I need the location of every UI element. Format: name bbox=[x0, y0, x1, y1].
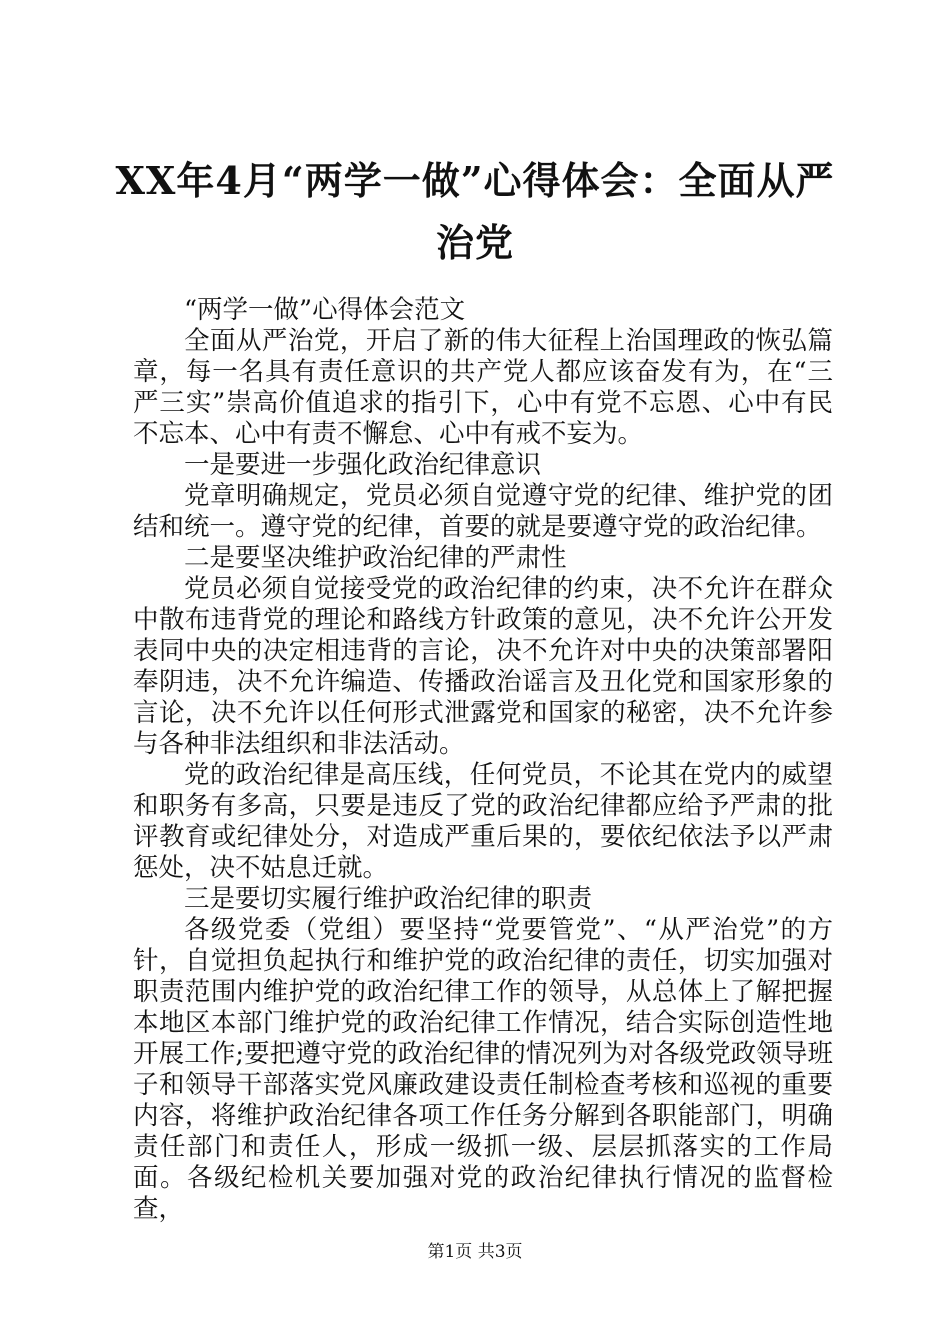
paragraph-section-2b: 党的政治纪律是高压线，任何党员，不论其在党内的威望和职务有多高，只要是违反了党的政治纪律都应给予严肃的批评教育或纪律处分，对造成严重后果的，要依纪依法予以严肃惩处，决不姑息迁就。 bbox=[133, 760, 833, 883]
document-title: XX年4月“两学一做”心得体会：全面从严治党 bbox=[115, 158, 835, 265]
section-heading-2: 二是要坚决维护政治纪律的严肃性 bbox=[184, 543, 567, 573]
document-body bbox=[133, 295, 833, 1225]
page-footer: 第1页 共3页 bbox=[427, 1242, 523, 1262]
paragraph-section-1: 党章明确规定，党员必须自觉遵守党的纪律、维护党的团结和统一。遵守党的纪律，首要的就是要遵守党的政治纪律。 bbox=[133, 481, 833, 542]
section-heading-3: 三是要切实履行维护政治纪律的职责 bbox=[184, 884, 593, 914]
paragraph-opening: 全面从严治党，开启了新的伟大征程上治国理政的恢弘篇章，每一名具有责任意识的共产党人都应该奋发有为，在“三严三实”崇高价值追求的指引下，心中有党不忘恩、心中有民不忘本、心中有责不懈怠、心中有戒不妄为。 bbox=[133, 326, 833, 449]
section-heading-1: 一是要进一步强化政治纪律意识 bbox=[184, 450, 542, 480]
paragraph-section-2a: 党员必须自觉接受党的政治纪律的约束，决不允许在群众中散布违背党的理论和路线方针政策的意见，决不允许公开发表同中央的决定相违背的言论，决不允许对中央的决策部署阳奉阴违，决不允许编造、传播政治谣言及丑化党和国家形象的言论，决不允许以任何形式泄露党和国家的秘密，决不允许参与各种非法组织和非法活动。 bbox=[133, 574, 833, 759]
paragraph-intro-label: “两学一做”心得体会范文 bbox=[184, 295, 466, 325]
paragraph-section-3: 各级党委（党组）要坚持“党要管党”、“从严治党”的方针，自觉担负起执行和维护党的政治纪律的责任，切实加强对职责范围内维护党的政治纪律工作的领导，从总体上了解把握本地区本部门维护党的政治纪律工作情况，结合实际创造性地开展工作;要把遵守党的政治纪律的情况列为对各级党政领导班子和领导干部落实党风廉政建设责任制检查考核和巡视的重要内容，将维护政治纪律各项工作任务分解到各职能部门，明确责任部门和责任人，形成一级抓一级、层层抓落实的工作局面。各级纪检机关要加强对党的政治纪律执行情况的监督检查， bbox=[133, 915, 833, 1224]
